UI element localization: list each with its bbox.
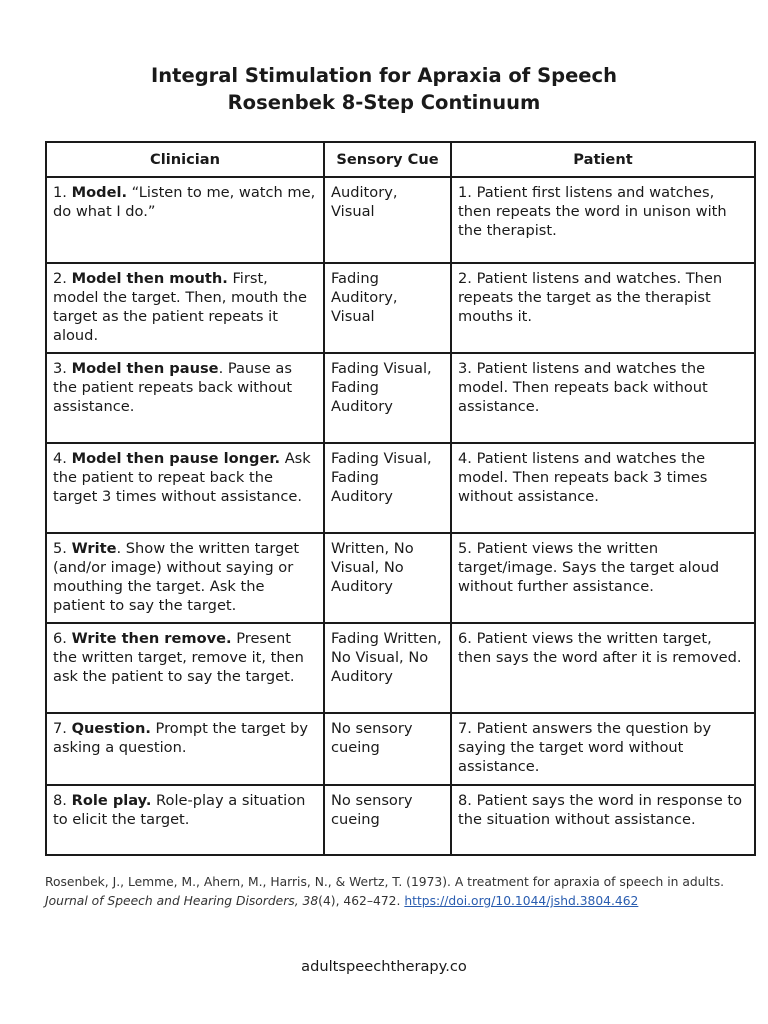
clinician-cell xyxy=(46,263,324,353)
step-label: Model. xyxy=(71,184,128,201)
step-description: Ask the patient to repeat back the target 3 times without assistance. xyxy=(53,450,311,505)
step-label: Model then pause longer. xyxy=(71,450,281,467)
clinician-cell xyxy=(46,785,324,855)
step-number: 5. xyxy=(53,540,72,557)
step-number: 6. xyxy=(53,630,72,647)
title-line-2: Rosenbek 8-Step Continuum xyxy=(227,91,541,114)
sensory-cue-cell: Fading Visual, Fading Auditory xyxy=(324,353,451,443)
step-label: Model then pause xyxy=(71,360,219,377)
step-number: 7. xyxy=(53,720,72,737)
step-description: . Show the written target (and/or image) without saying or mouthing the target. Ask the patient to say the target. xyxy=(53,540,300,614)
patient-cell: 8. Patient says the word in response to the situation without assistance. xyxy=(451,785,755,855)
step-description: Present the written target, remove it, then ask the patient to say the target. xyxy=(53,630,304,685)
step-number: 4. xyxy=(53,450,72,467)
patient-cell: 6. Patient views the written target, then says the word after it is removed. xyxy=(451,623,755,713)
sensory-cue-cell: Auditory, Visual xyxy=(324,177,451,263)
patient-cell: 1. Patient first listens and watches, then repeats the word in unison with the therapist. xyxy=(451,177,755,263)
header-clinician: Clinician xyxy=(46,142,324,177)
sensory-cue-cell: No sensory cueing xyxy=(324,785,451,855)
step-description: First, model the target. Then, mouth the target as the patient repeats it aloud. xyxy=(53,270,307,344)
step-number: 8. xyxy=(53,792,72,809)
citation xyxy=(45,873,735,911)
step-number: 3. xyxy=(53,360,72,377)
patient-cell: 3. Patient listens and watches the model. Then repeats back without assistance. xyxy=(451,353,755,443)
step-description: Role-play a situation to elicit the target. xyxy=(53,792,306,828)
sensory-cue-cell: Fading Written, No Visual, No Auditory xyxy=(324,623,451,713)
step-label: Role play. xyxy=(71,792,152,809)
citation-journal: Journal of Speech and Hearing Disorders, 38 xyxy=(45,894,319,908)
sensory-cue-cell: Fading Auditory, Visual xyxy=(324,263,451,353)
citation-issue: (4), 462–472. xyxy=(318,894,405,908)
page-title xyxy=(0,62,768,116)
continuum-table xyxy=(45,141,756,856)
citation-source xyxy=(45,892,735,911)
step-number: 2. xyxy=(53,270,72,287)
clinician-cell xyxy=(46,353,324,443)
patient-cell: 4. Patient listens and watches the model. Then repeats back 3 times without assistance. xyxy=(451,443,755,533)
step-label: Model then mouth. xyxy=(71,270,228,287)
sensory-cue-cell: Fading Visual, Fading Auditory xyxy=(324,443,451,533)
step-label: Write xyxy=(71,540,117,557)
doi-link[interactable]: https://doi.org/10.1044/jshd.3804.462 xyxy=(404,894,639,908)
step-number: 1. xyxy=(53,184,72,201)
clinician-cell xyxy=(46,533,324,623)
header-patient: Patient xyxy=(451,142,755,177)
header-sensory-cue: Sensory Cue xyxy=(324,142,451,177)
sensory-cue-cell: Written, No Visual, No Auditory xyxy=(324,533,451,623)
step-description: “Listen to me, watch me, do what I do.” xyxy=(53,184,316,220)
step-label: Question. xyxy=(71,720,151,737)
citation-authors: Rosenbek, J., Lemme, M., Ahern, M., Harris, N., & Wertz, T. (1973). A treatment for apraxia of speech in adults. xyxy=(45,875,725,889)
table-row xyxy=(46,177,755,263)
step-label: Write then remove. xyxy=(71,630,232,647)
step-description: Prompt the target by asking a question. xyxy=(53,720,309,756)
patient-cell: 2. Patient listens and watches. Then repeats the target as the therapist mouths it. xyxy=(451,263,755,353)
patient-cell: 7. Patient answers the question by saying the target word without assistance. xyxy=(451,713,755,785)
table-row xyxy=(46,785,755,855)
title-line-1: Integral Stimulation for Apraxia of Speech xyxy=(151,64,617,87)
patient-cell: 5. Patient views the written target/image. Says the target aloud without further assistance. xyxy=(451,533,755,623)
step-description: . Pause as the patient repeats back without assistance. xyxy=(53,360,293,415)
table-row xyxy=(46,353,755,443)
table-row xyxy=(46,713,755,785)
clinician-cell xyxy=(46,177,324,263)
table-row xyxy=(46,443,755,533)
website-footer: adultspeechtherapy.co xyxy=(301,958,467,975)
table-row xyxy=(46,263,755,353)
table-row xyxy=(46,623,755,713)
clinician-cell xyxy=(46,443,324,533)
clinician-cell xyxy=(46,713,324,785)
clinician-cell xyxy=(46,623,324,713)
table-header-row xyxy=(46,142,755,177)
sensory-cue-cell: No sensory cueing xyxy=(324,713,451,785)
table-row xyxy=(46,533,755,623)
